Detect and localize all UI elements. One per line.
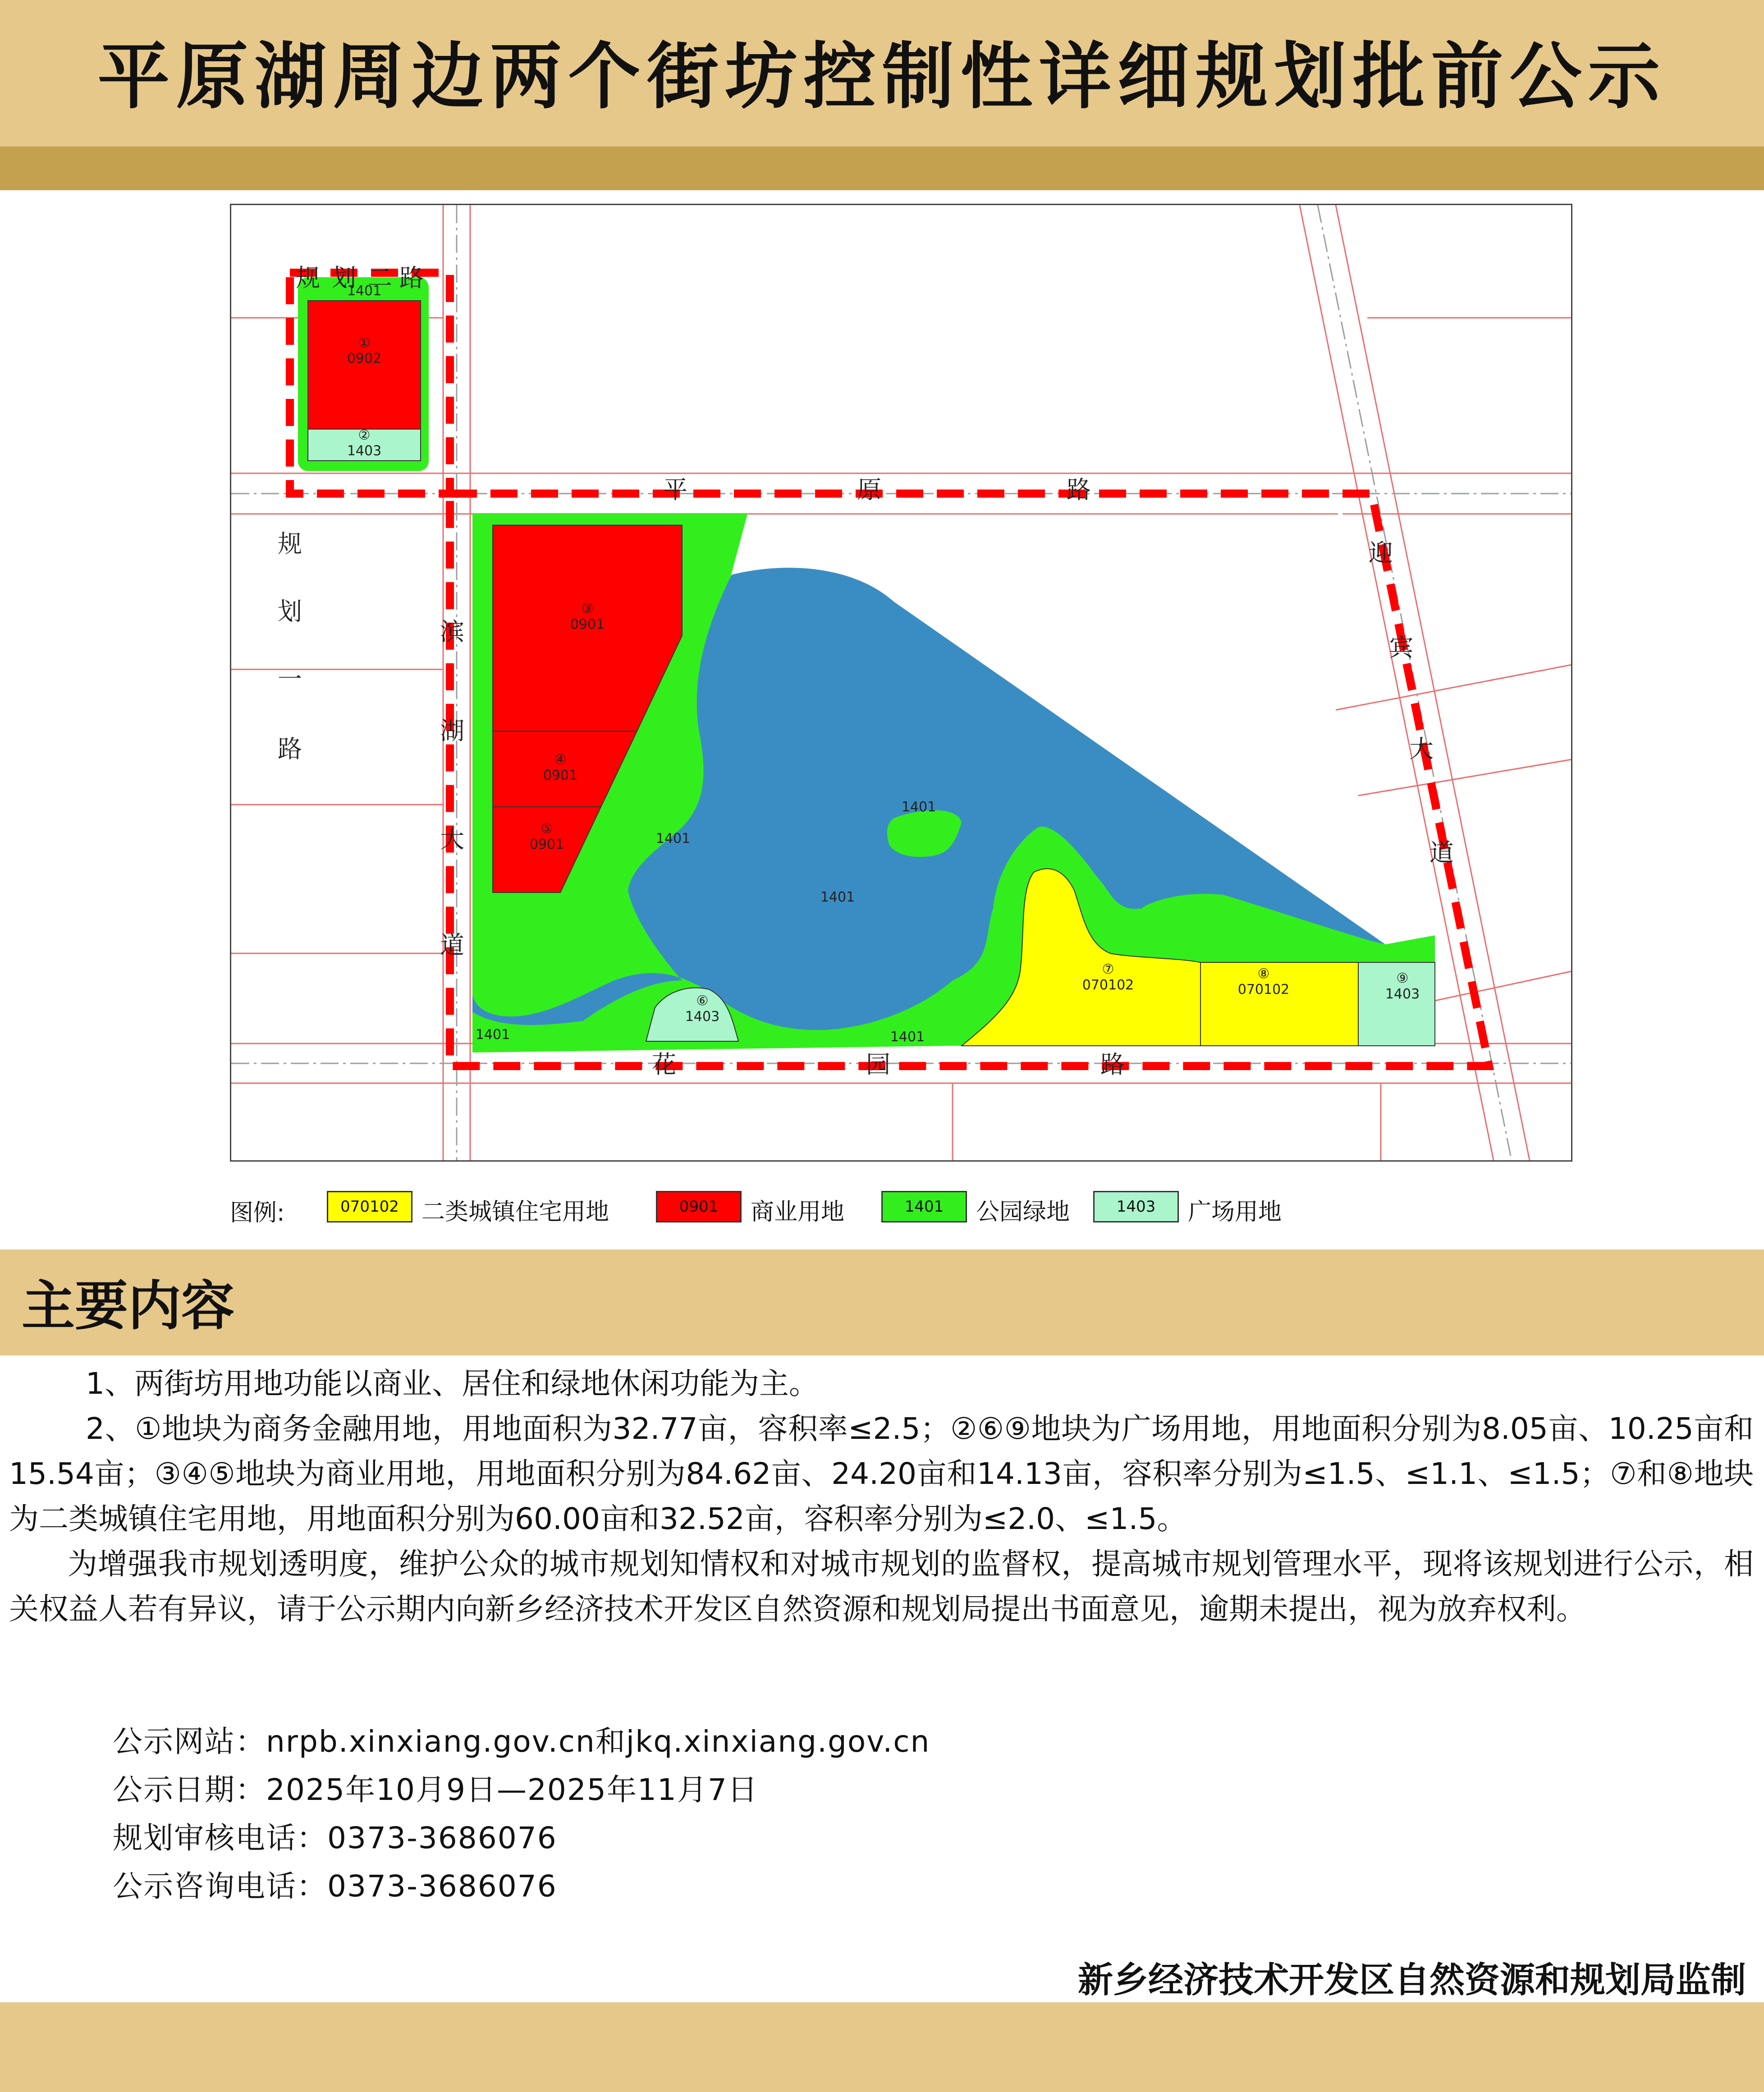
planning-map bbox=[230, 204, 1572, 1162]
parcel-6-code: 1403 bbox=[685, 1009, 720, 1025]
parcel-2-no: ② bbox=[358, 427, 371, 443]
main-content bbox=[9, 1361, 1754, 1632]
road-binhu-2: 湖 bbox=[440, 717, 464, 745]
legend-swatch-park: 1401 bbox=[881, 1191, 967, 1222]
road-yingbin-3: 大 bbox=[1409, 735, 1434, 763]
parcel-1-no: ① bbox=[358, 335, 371, 351]
title-band-accent bbox=[0, 146, 1764, 190]
legend-swatch-commercial: 0901 bbox=[656, 1191, 742, 1222]
legend-label-park: 公园绿地 bbox=[976, 1199, 1070, 1226]
section-band bbox=[0, 1250, 1764, 1355]
supervise-line: 新乡经济技术开发区自然资源和规划局监制 bbox=[1077, 1960, 1746, 2000]
road-pingyuan-3: 路 bbox=[1067, 476, 1091, 504]
road-huayuan-2: 园 bbox=[866, 1050, 890, 1079]
legend-title: 图例: bbox=[230, 1199, 285, 1227]
content-p1: 1、两街坊用地功能以商业、居住和绿地休闲功能为主。 bbox=[86, 1366, 819, 1401]
road-huayuan-1: 花 bbox=[652, 1050, 676, 1079]
road-binhu-3: 大 bbox=[440, 825, 464, 853]
green-label-island: 1401 bbox=[901, 799, 936, 815]
parcel-4-no: ④ bbox=[554, 752, 567, 768]
parcel-3-no: ③ bbox=[581, 601, 594, 617]
green-label-north: 1401 bbox=[347, 283, 382, 299]
road-guihua2-4: 路 bbox=[399, 264, 424, 292]
parcel-5-code: 0901 bbox=[529, 837, 564, 852]
parcel-5-no: ⑤ bbox=[541, 821, 553, 837]
planning-map-svg bbox=[231, 205, 1571, 1160]
info-website: 公示网站：nrpb.xinxiang.gov.cn和jkq.xinxiang.gov.cn bbox=[113, 1724, 930, 1759]
road-yingbin-1: 迎 bbox=[1369, 539, 1393, 567]
legend-swatch-square: 1403 bbox=[1093, 1191, 1179, 1222]
green-label-sw: 1401 bbox=[475, 1027, 510, 1043]
page-title: 平原湖周边两个街坊控制性详细规划批前公示 bbox=[97, 34, 1667, 119]
content-p3: 为增强我市规划透明度，维护公众的城市规划知情权和对城市规划的监督权，提高城市规划管理水平，现将该规划进行公示，相关权益人若有异议，请于公示期内向新乡经济技术开发区自然资源和规划局提出书面意见，逾期未提出，视为放弃权利。 bbox=[9, 1547, 1754, 1626]
parcel-8-code: 070102 bbox=[1237, 982, 1290, 998]
parcel-9-code: 1403 bbox=[1385, 986, 1420, 1002]
info-block bbox=[113, 1717, 930, 1910]
info-consult-phone: 公示咨询电话：0373-3686076 bbox=[113, 1869, 557, 1904]
parcel-8 bbox=[1200, 962, 1358, 1046]
road-guihua1-2: 划 bbox=[278, 597, 302, 626]
parcel-7-no: ⑦ bbox=[1102, 961, 1114, 977]
road-guihua1-3: 一 bbox=[278, 665, 302, 693]
content-p2: 2、①地块为商务金融用地，用地面积为32.77亩，容积率≤2.5；②⑥⑨地块为广场用地，用地面积分别为8.05亩、10.25亩和15.54亩；③④⑤地块为商业用地，用地面积分别为84.62亩、24.20亩和14.13亩，容积率分别为≤1.5、≤1.1、≤1.5；⑦和⑧地块为二类城镇住宅用地，用地面积分别为60.00亩和32.52亩，容积率分别为≤2.0、≤1.5。 bbox=[9, 1411, 1754, 1536]
legend-label-commercial: 商业用地 bbox=[751, 1199, 845, 1226]
parcel-8-no: ⑧ bbox=[1257, 966, 1270, 982]
parcel-9-no: ⑨ bbox=[1396, 970, 1409, 986]
road-guihua1-4: 路 bbox=[278, 735, 302, 763]
parcel-1-code: 0902 bbox=[347, 351, 382, 366]
footer-band bbox=[0, 2002, 1764, 2092]
road-yingbin-2: 宾 bbox=[1389, 633, 1413, 662]
road-pingyuan-1: 平 bbox=[663, 476, 687, 504]
water-label: 1401 bbox=[820, 889, 855, 905]
parcel-7-code: 070102 bbox=[1082, 977, 1134, 993]
info-date: 公示日期：2025年10月9日—2025年11月7日 bbox=[113, 1772, 758, 1807]
green-label-west: 1401 bbox=[655, 831, 691, 847]
road-guihua1-1: 规 bbox=[278, 530, 302, 558]
legend-swatch-residential: 070102 bbox=[327, 1191, 412, 1222]
road-guihua2-3: 二 bbox=[368, 264, 392, 292]
info-review-phone: 规划审核电话：0373-3686076 bbox=[113, 1821, 557, 1855]
road-pingyuan-2: 原 bbox=[857, 476, 881, 504]
legend-label-square: 广场用地 bbox=[1188, 1199, 1282, 1226]
road-guihua2-1: 规 bbox=[296, 264, 320, 292]
parcel-2-code: 1403 bbox=[347, 443, 382, 459]
road-yingbin-4: 道 bbox=[1430, 838, 1454, 867]
road-binhu-1: 滨 bbox=[440, 618, 464, 646]
legend-label-residential: 二类城镇住宅用地 bbox=[422, 1199, 609, 1226]
road-guihua2-2: 划 bbox=[332, 264, 356, 292]
parcel-3-code: 0901 bbox=[570, 617, 605, 632]
road-huayuan-3: 路 bbox=[1100, 1050, 1125, 1079]
section-title: 主要内容 bbox=[22, 1275, 235, 1337]
parcel-4-code: 0901 bbox=[543, 768, 578, 783]
road-binhu-4: 道 bbox=[440, 931, 464, 959]
green-label-south: 1401 bbox=[890, 1029, 925, 1045]
parcel-6-no: ⑥ bbox=[696, 993, 709, 1009]
